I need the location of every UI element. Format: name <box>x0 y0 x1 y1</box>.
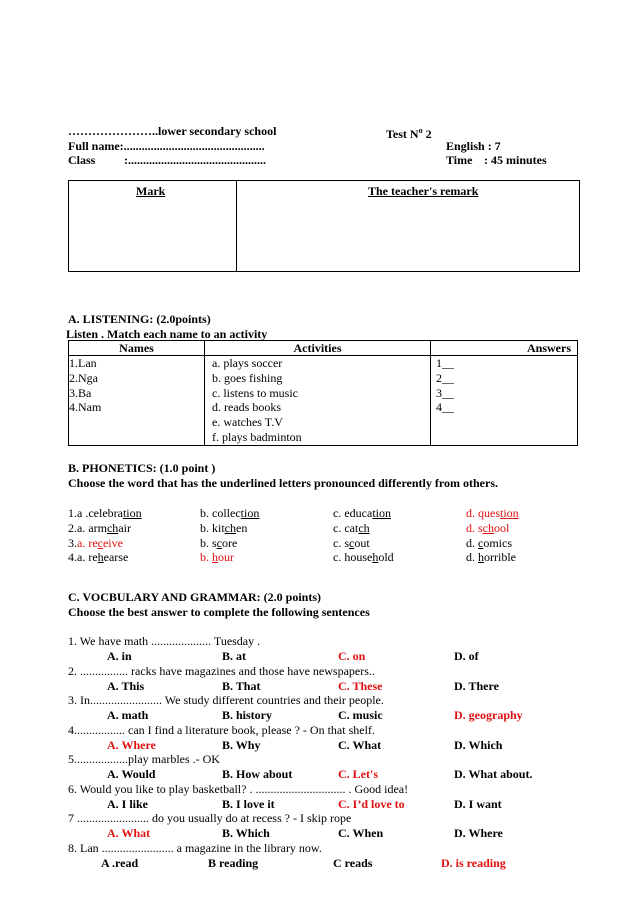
opt-text: 4.a. re <box>68 550 98 564</box>
section-c-instruction: Choose the best answer to complete the following sentences <box>68 605 370 619</box>
remark-heading: The teacher's remark <box>368 184 479 198</box>
answer-option: A .read <box>101 855 139 870</box>
answer-option: D. Which <box>454 737 503 752</box>
question-text: 8. Lan ........................ a magazine in the library now. <box>68 840 322 855</box>
test-num: 2 <box>422 127 432 141</box>
answer-option: A. in <box>107 649 132 663</box>
time-label: Time <box>446 153 473 167</box>
class-field: :.............................................. <box>124 153 266 167</box>
listening-table-body <box>69 356 578 446</box>
phonetic-option <box>333 536 370 550</box>
opt-text: en <box>236 521 248 535</box>
answer-option: B. I love it <box>222 796 275 811</box>
opt-underlined: ch <box>106 521 119 535</box>
answer-blank: 2__ <box>436 370 454 385</box>
opt-underlined: tion <box>372 506 391 520</box>
mark-box <box>68 180 580 272</box>
opt-underlined: h <box>372 550 379 564</box>
section-c-title: C. VOCBULARY AND GRAMMAR: (2.0 points) <box>68 590 322 604</box>
opt-underlined: c <box>97 536 103 550</box>
answer-option: C. What <box>338 737 382 752</box>
answers-cell <box>431 356 578 446</box>
opt-text: d. ques <box>466 506 500 520</box>
opt-text: 3. <box>68 536 77 550</box>
subject-label: English : 7 <box>446 139 501 153</box>
answer-option-correct: D. geography <box>454 708 523 722</box>
opt-text: earse <box>103 550 129 564</box>
answer-option-correct: A. Where <box>107 737 156 752</box>
mark-heading: Mark <box>136 184 166 198</box>
opt-text: c. house <box>333 550 373 564</box>
question-text: 5..................play marbles .- OK <box>68 752 220 766</box>
opt-underlined: h <box>97 550 104 564</box>
opt-underlined: tion <box>500 506 519 520</box>
opt-underlined: tion <box>240 506 260 520</box>
question-text: 6. Would you like to play basketball? . .............................. . Good idea! <box>68 781 409 796</box>
full-name-field: Full name:............................................... <box>68 139 265 153</box>
phonetic-option <box>68 550 128 564</box>
answer-option: C. music <box>338 708 383 722</box>
opt-underlined: c <box>478 536 484 550</box>
name-item: 2.Nga <box>69 370 98 385</box>
answer-option: A. Would <box>107 767 156 781</box>
answer-option: D. There <box>454 678 499 693</box>
phonetic-option-answer <box>466 506 519 520</box>
answer-option-correct: D. is reading <box>441 855 506 870</box>
opt-text: b. s <box>200 536 217 550</box>
listening-table <box>68 340 578 446</box>
answer-option-correct: C. Let's <box>338 767 378 781</box>
names-header: Names <box>69 341 205 356</box>
answer-option: B. That <box>222 678 261 693</box>
opt-underlined: ch <box>224 521 236 535</box>
question-text: 2. ................ racks have magazines and those have newspapers.. <box>68 663 375 678</box>
answer-option: A. math <box>107 708 149 722</box>
opt-text: old <box>378 550 394 564</box>
name-item: 1.Lan <box>69 356 97 370</box>
answer-option: C reads <box>333 855 373 870</box>
opt-text: b. kit <box>200 521 225 535</box>
opt-text: out <box>354 536 370 550</box>
opt-text: c. cat <box>333 521 359 535</box>
opt-underlined: c <box>216 536 222 550</box>
phonetic-option-answer <box>466 521 509 535</box>
opt-text: c. s <box>333 536 349 550</box>
answer-option-correct: C. I’d love to <box>338 796 405 811</box>
opt-text: omics <box>483 536 512 550</box>
answer-option: B reading <box>208 855 259 870</box>
listening-table-header <box>69 341 578 356</box>
opt-underlined: h <box>478 550 484 564</box>
phonetic-option <box>200 536 237 550</box>
section-b-title: B. PHONETICS: (1.0 point ) <box>68 461 216 475</box>
section-b-instruction: Choose the word that has the underlined letters pronounced differently from others. <box>68 476 498 490</box>
answer-option: C. When <box>338 826 384 840</box>
answer-option: B. at <box>222 649 246 663</box>
answer-option: D. Where <box>454 826 503 840</box>
names-cell <box>69 356 205 446</box>
test-label: Test N <box>386 127 419 141</box>
answer-option: D. What about. <box>454 767 533 781</box>
opt-text: d. <box>466 536 478 550</box>
answer-option: A. This <box>107 678 145 693</box>
opt-underlined: c <box>349 536 355 550</box>
phonetic-option <box>68 536 123 550</box>
test-sup: o <box>418 126 423 135</box>
phonetic-option <box>200 521 247 535</box>
school-name: …………………..lower secondary school <box>68 124 277 138</box>
opt-underlined: ch <box>482 521 494 535</box>
phonetic-option <box>466 536 512 550</box>
opt-text: b. collec <box>200 506 241 520</box>
activity-item: c. listens to music <box>212 385 298 400</box>
class-label: Class <box>68 153 96 167</box>
answer-option-correct: C. on <box>338 649 366 663</box>
activity-item: a. plays soccer <box>212 356 283 370</box>
answer-blank: 3__ <box>436 385 454 400</box>
answer-option: B. history <box>222 708 273 722</box>
question-text: 1. We have math .................... Tuesday . <box>68 634 261 648</box>
answer-blank: 1__ <box>436 356 454 370</box>
opt-answer-text: a. re <box>77 536 98 550</box>
phonetic-option <box>68 521 131 535</box>
question-text: 7 ........................ do you usually do at recess ? - I skip rope <box>68 811 352 825</box>
phonetic-option <box>333 550 394 564</box>
activity-item: b. goes fishing <box>212 370 283 385</box>
answer-option: D. I want <box>454 796 502 811</box>
mark-box-divider <box>236 181 237 271</box>
opt-underlined: tion <box>122 506 142 520</box>
test-number <box>386 124 432 141</box>
phonetic-option-answer <box>200 550 234 564</box>
opt-text: d. s <box>466 521 483 535</box>
opt-text: 1.a .celebra <box>68 506 123 520</box>
question-text: 3. In........................ We study different countries and their people. <box>68 693 384 707</box>
activity-item: f. plays badminton <box>212 429 302 444</box>
opt-text: 2.a. arm <box>68 521 107 535</box>
answer-option: B. How about <box>222 767 293 781</box>
opt-text: air <box>118 521 131 535</box>
time-value: : 45 minutes <box>484 153 547 167</box>
activity-item: e. watches T.V <box>212 415 283 430</box>
answer-option: D. of <box>454 649 479 663</box>
answer-option-correct: C. These <box>338 678 383 693</box>
answer-option: A. I like <box>107 796 149 811</box>
question-text: 4................. can I find a literature book, please ? - On that shelf. <box>68 722 375 737</box>
answer-option: B. Which <box>222 826 270 840</box>
section-a-instruction: Listen . Match each name to an activity <box>66 327 268 341</box>
opt-text: c. educa <box>333 506 373 520</box>
answer-option: B. Why <box>222 737 261 752</box>
opt-text: ool <box>494 521 510 535</box>
activities-header: Activities <box>205 341 431 356</box>
answer-option-correct: A. What <box>107 826 151 840</box>
opt-underlined: h <box>212 550 218 564</box>
name-item: 4.Nam <box>69 400 102 415</box>
opt-text: b. <box>200 550 212 564</box>
opt-text: orrible <box>484 550 516 564</box>
opt-text: ore <box>222 536 238 550</box>
opt-underlined: ch <box>358 521 370 535</box>
activities-cell <box>205 356 431 446</box>
opt-answer-text: eive <box>102 536 123 550</box>
name-item: 3.Ba <box>69 385 92 400</box>
phonetic-option <box>466 550 516 564</box>
section-a-title: A. LISTENING: (2.0points) <box>68 312 211 326</box>
opt-text: d. <box>466 550 478 564</box>
opt-text: our <box>218 550 234 564</box>
answer-blank: 4__ <box>436 400 454 415</box>
activity-item: d. reads books <box>212 400 281 415</box>
phonetic-option <box>333 506 391 520</box>
phonetic-option <box>200 506 259 520</box>
phonetic-option <box>68 506 142 520</box>
phonetic-option <box>333 521 370 535</box>
answers-header: Answers <box>431 341 578 356</box>
